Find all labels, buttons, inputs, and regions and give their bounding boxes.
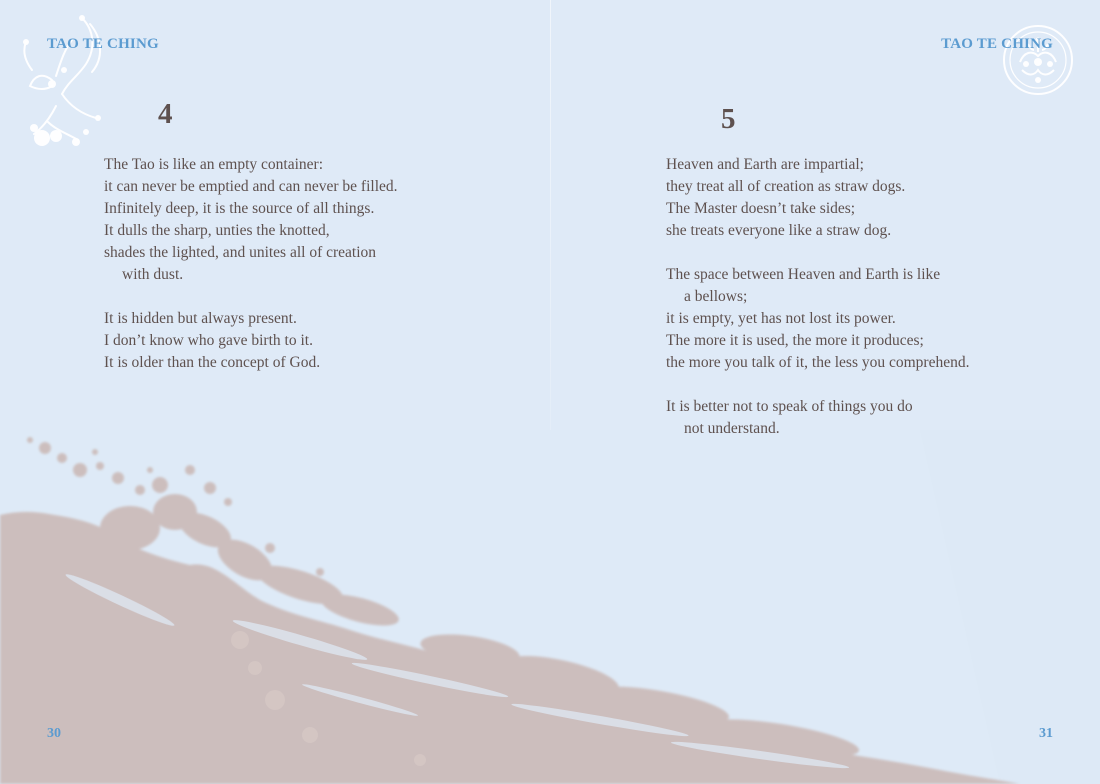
running-header: TAO TE CHING [941,36,1053,52]
poem-line: Infinitely deep, it is the source of all things. [104,200,375,217]
circular-medallion-icon [998,22,1076,98]
poem-line: the more you talk of it, the less you comprehend. [666,354,970,371]
poem-line: The space between Heaven and Earth is like [666,266,941,283]
stanza [666,154,969,242]
poem-line: It dulls the sharp, unties the knotted, [104,222,330,239]
poem-line: The Master doesn’t take sides; [666,200,856,217]
poem-line: it is empty, yet has not lost its power. [666,310,896,327]
poem-line: a bellows; [684,288,748,305]
poem-line: The Tao is like an empty container: [104,156,324,173]
poem-line: she treats everyone like a straw dog. [666,222,892,239]
poem-line: The more it is used, the more it produces; [666,332,924,349]
running-header: TAO TE CHING [47,36,159,52]
chapter-number: 4 [158,98,173,130]
poem-line: It is older than the concept of God. [104,354,321,371]
page-number: 31 [1039,726,1053,741]
poem-line: with dust. [122,266,184,283]
phoenix-ornament-icon [12,10,112,155]
poem-line: I don’t know who gave birth to it. [104,332,313,349]
poem-line: shades the lighted, and unites all of creation [104,244,377,261]
stanza [104,308,398,374]
poem-text [666,154,969,462]
poem-line: not understand. [684,420,780,437]
page-number: 30 [47,726,61,741]
poem-text [104,154,398,396]
stanza [666,396,969,440]
poem-line: they treat all of creation as straw dogs. [666,178,906,195]
poem-line: It is better not to speak of things you do [666,398,913,415]
stanza [104,154,398,286]
poem-line: It is hidden but always present. [104,310,297,327]
poem-line: Heaven and Earth are impartial; [666,156,864,173]
right-page [550,0,1100,784]
stanza [666,264,969,374]
chapter-number: 5 [721,103,736,135]
poem-line: it can never be emptied and can never be filled. [104,178,398,195]
